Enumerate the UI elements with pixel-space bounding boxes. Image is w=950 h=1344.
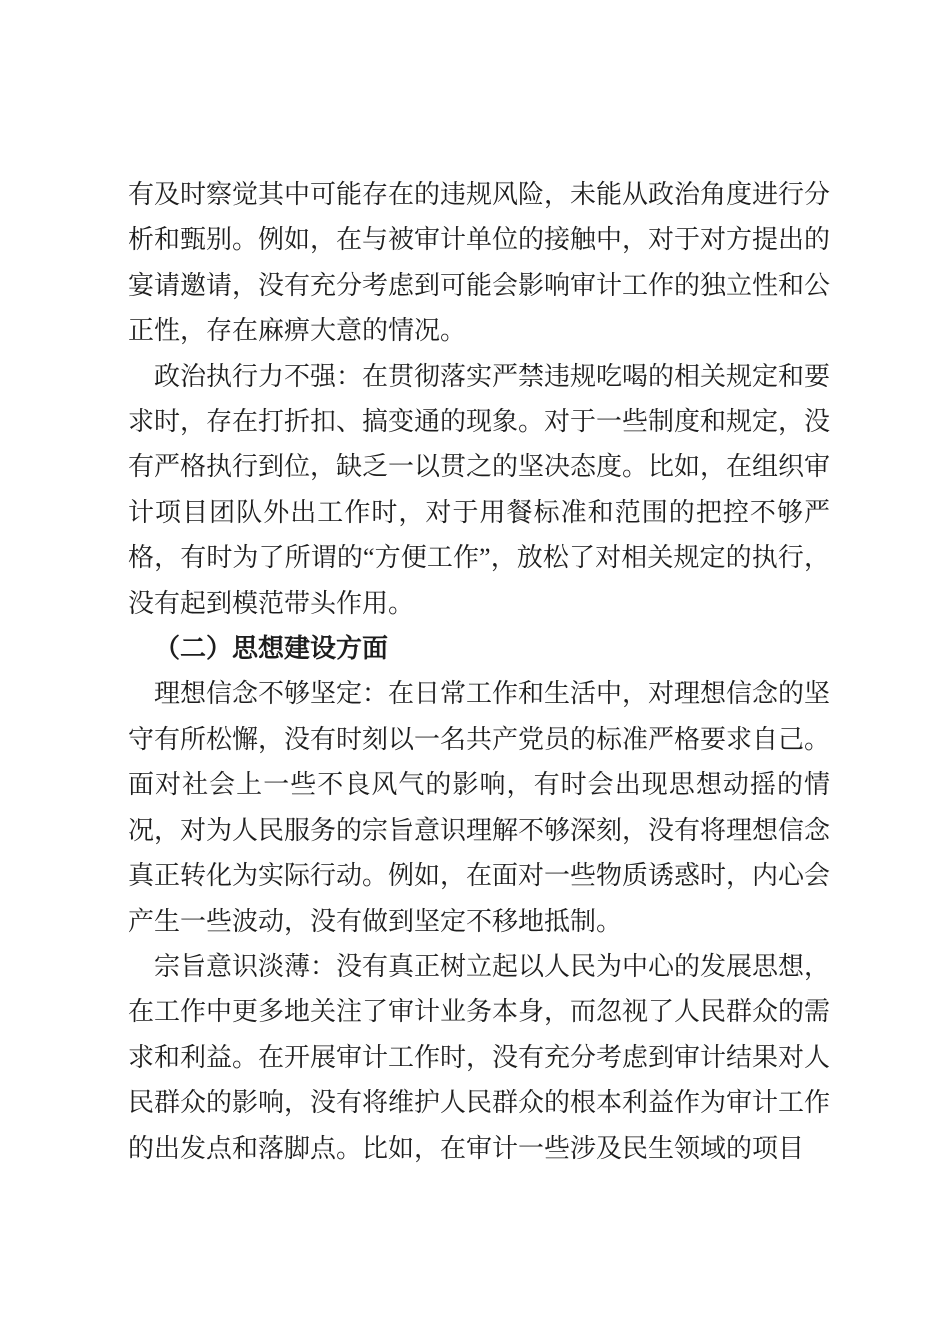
paragraph-ideals-beliefs: 理想信念不够坚定：在日常工作和生活中，对理想信念的坚守有所松懈，没有时刻以一名共产党员的标准严格要求自己。面对社会上一些不良风气的影响，有时会出现思想动摇的情况，对为人民服务的宗旨意识理解不够深刻，没有将理想信念真正转化为实际行动。例如，在面对一些物质诱惑时，内心会产生一些波动，没有做到坚定不移地抵制。 bbox=[128, 679, 831, 936]
page-content bbox=[128, 172, 830, 1171]
section-heading-ideological-construction: （二）思想建设方面 bbox=[154, 634, 389, 664]
paragraph-purpose-awareness: 宗旨意识淡薄：没有真正树立起以人民为中心的发展思想，在工作中更多地关注了审计业务本身，而忽视了人民群众的需求和利益。在开展审计工作时，没有充分考虑到审计结果对人民群众的影响，没有将维护人民群众的根本利益作为审计工作的出发点和落脚点。比如，在审计一些涉及民生领域的项目 bbox=[128, 951, 831, 1163]
paragraph-political-risk-continuation: 有及时察觉其中可能存在的违规风险，未能从政治角度进行分析和甄别。例如，在与被审计单位的接触中，对于对方提出的宴请邀请，没有充分考虑到可能会影响审计工作的独立性和公正性，存在麻痹大意的情况。 bbox=[128, 180, 831, 346]
paragraph-political-execution: 政治执行力不强：在贯彻落实严禁违规吃喝的相关规定和要求时，存在打折扣、搞变通的现象。对于一些制度和规定，没有严格执行到位，缺乏一以贯之的坚决态度。比如，在组织审计项目团队外出工作时，对于用餐标准和范围的把控不够严格，有时为了所谓的“方便工作”，放松了对相关规定的执行，没有起到模范带头作用。 bbox=[128, 361, 831, 618]
